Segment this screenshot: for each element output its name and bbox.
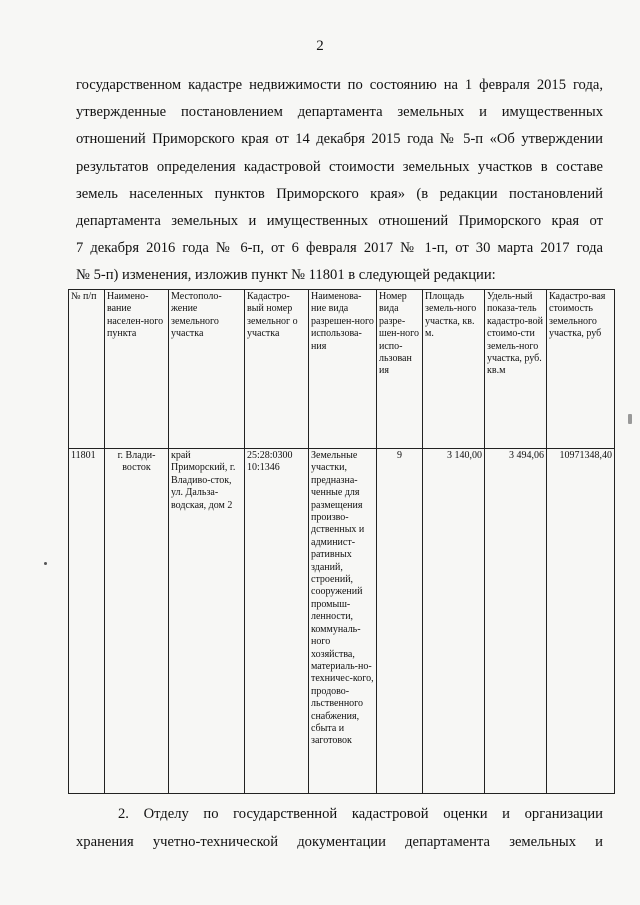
header-specific-value: Удель-ный показа-тель кадастро-вой стоимо-сти земель-ного участка, руб. кв.м (485, 290, 547, 449)
cell-permitted-use: Земельные участки, предназна-ченные для размещения произво-дственных и админист-ративных зданий, строений, сооружений промыш-ленности, коммуналь-ного хозяйства, материаль-но-техничес-кого, продово-льственного снабжения, сбыта и заготовок (309, 449, 377, 794)
intro-line: отношений Приморского края от 14 декабря 2015 года № 5-п «Об утверждении (76, 131, 603, 148)
cell-specific-value: 3 494,06 (485, 449, 547, 794)
cell-cadastral-value: 10971348,40 (547, 449, 615, 794)
header-cadastral-number: Кадастро-вый номер земельног о участка (245, 290, 309, 449)
header-area: Площадь земель-ного участка, кв. м. (423, 290, 485, 449)
page-number: 2 (316, 38, 324, 54)
cell-area: 3 140,00 (423, 449, 485, 794)
cell-number: 11801 (69, 449, 105, 794)
intro-line: результатов определения кадастровой стоимости земельных участков в составе (76, 158, 603, 175)
table-header-row (69, 290, 615, 449)
intro-line: утвержденные постановлением департамента земельных и имущественных (76, 104, 603, 121)
intro-line: 7 декабря 2016 года № 6-п, от 6 февраля 2017 № 1-п, от 30 марта 2017 года (76, 240, 603, 257)
table-row (69, 449, 615, 794)
scan-speck (44, 562, 47, 565)
closing-line: хранения учетно-технической документации департамента земельных и (76, 834, 603, 850)
header-settlement: Наимено-вание населен-ного пункта (105, 290, 169, 449)
header-permitted-use: Наименова-ние вида разрешен-ного использова-ния (309, 290, 377, 449)
header-use-code: Номер вида разре-шен-ного испо-льзован ия (377, 290, 423, 449)
cell-use-code: 9 (377, 449, 423, 794)
header-number: № п/п (69, 290, 105, 449)
header-cadastral-value: Кадастро-вая стоимость земельного участка, руб (547, 290, 615, 449)
cell-cadastral-number: 25:28:0300 10:1346 (245, 449, 309, 794)
closing-paragraph (76, 800, 603, 856)
intro-line: государственном кадастре недвижимости по состоянию на 1 февраля 2015 года, (76, 77, 603, 93)
scan-speck (628, 414, 632, 424)
cell-settlement: г. Влади-восток (105, 449, 169, 794)
header-location: Местополо-жение земельного участка (169, 290, 245, 449)
intro-line: земель населенных пунктов Приморского края» (в редакции постановлений (76, 185, 603, 202)
cadastral-value-table (68, 289, 615, 794)
intro-line: департамента земельных и имущественных отношений Приморского края от (76, 213, 603, 230)
intro-paragraph (76, 72, 603, 290)
cell-location: край Приморский, г. Владиво-сток, ул. Дальза-водская, дом 2 (169, 449, 245, 794)
closing-line: 2. Отделу по государственной кадастровой оценки и организации (118, 806, 603, 822)
intro-line: № 5-п) изменения, изложив пункт № 11801 в следующей редакции: (76, 267, 496, 284)
